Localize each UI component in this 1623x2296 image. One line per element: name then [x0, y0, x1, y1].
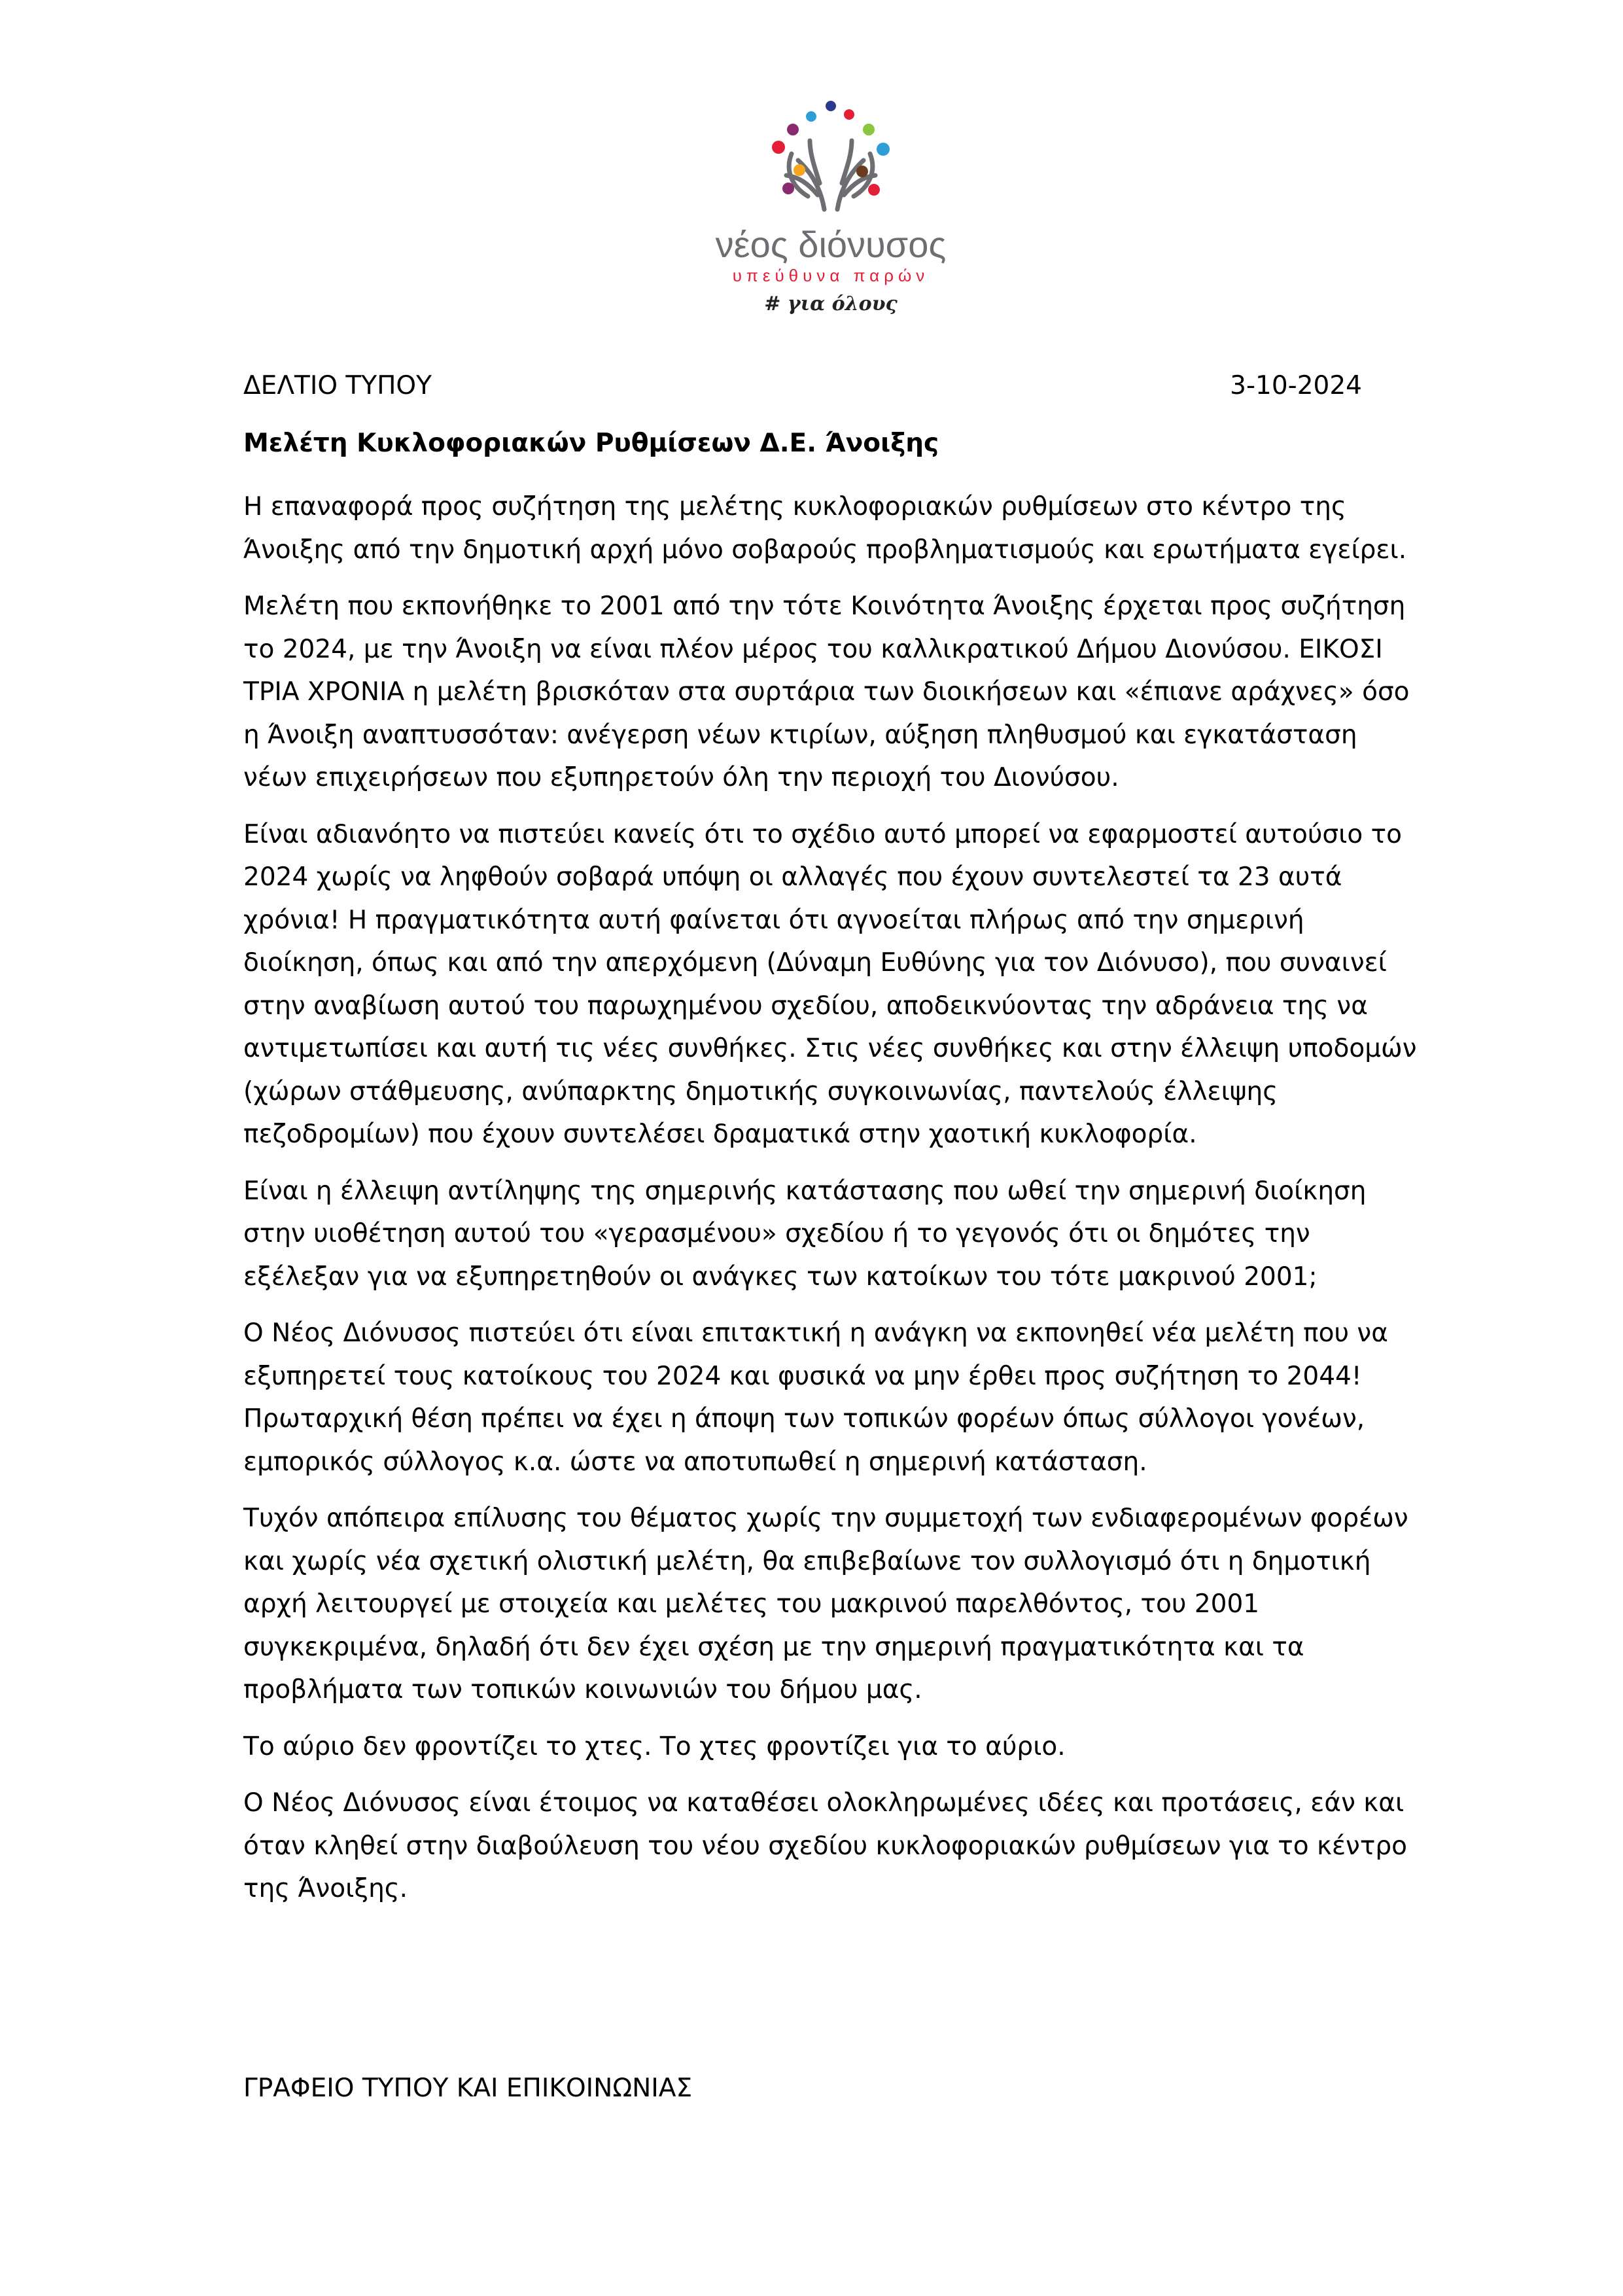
- tree-dots-icon: [772, 101, 890, 196]
- document-body: [243, 486, 1427, 1924]
- paragraph-8: Ο Νέος Διόνυσος είναι έτοιμος να καταθέσει ολοκληρωμένες ιδέες και προτάσεις, εάν και όταν κληθεί στην διαβούλευση του νέου σχεδίου κυκλοφοριακών ρυθμίσεων για το κέντρο της Άνοιξης.: [243, 1788, 1407, 1903]
- document-type: ΔΕΛΤΙΟ ΤΥΠΟΥ: [243, 371, 432, 400]
- paragraph-1: Η επαναφορά προς συζήτηση της μελέτης κυκλοφοριακών ρυθμίσεων στο κέντρο της Άνοιξης από την δημοτική αρχή μόνο σοβαρούς προβληματισμούς και ερωτήματα εγείρει.: [243, 492, 1407, 565]
- logo-name-text: νέος διόνυσος: [715, 224, 947, 265]
- logo-hashtag-text: # για όλους: [764, 292, 898, 315]
- signature-line: ΓΡΑΦΕΙΟ ΤΥΠΟΥ ΚΑΙ ΕΠΙΚΟΙΝΩΝΙΑΣ: [243, 2074, 693, 2103]
- document-header: [243, 366, 1362, 406]
- paragraph-3: Είναι αδιανόητο να πιστεύει κανείς ότι το σχέδιο αυτό μπορεί να εφαρμοστεί αυτούσιο το 2024 χωρίς να ληφθούν σοβαρά υπόψη οι αλλαγές που έχουν συντελεστεί τα 23 αυτά χρόνια! Η πραγματικότητα αυτή φαίνεται ότι αγνοείται πλήρως από την σημερινή διοίκηση, όπως και από την απερχόμενη (Δύναμη Ευθύνης για τον Διόνυσο), που συναινεί στην αναβίωση αυτού του παρωχημένου σχεδίου, αποδεικνύοντας την αδράνεια της να αντιμετωπίσει και αυτή τις νέες συνθήκες. Στις νέες συνθήκες και στην έλλειψη υποδομών (χώρων στάθμευσης, ανύπαρκτης δημοτικής συγκοινωνίας, παντελούς έλλειψης πεζοδρομίων) που έχουν συντελέσει δραματικά στην χαοτική κυκλοφορία.: [243, 819, 1417, 1149]
- paragraph-7: Το αύριο δεν φροντίζει το χτες. Το χτες φροντίζει για το αύριο.: [243, 1731, 1066, 1761]
- logo-tagline-text: υπεύθυνα παρών: [732, 266, 930, 285]
- paragraph-5: Ο Νέος Διόνυσος πιστεύει ότι είναι επιτακτική η ανάγκη να εκπονηθεί νέα μελέτη που να εξυπηρετεί τους κατοίκους του 2024 και φυσικά να μην έρθει προς συζήτηση το 2044! Πρωταρχική θέση πρέπει να έχει η άποψη των τοπικών φορέων όπως σύλλογοι γονέων, εμπορικός σύλλογος κ.α. ώστε να αποτυπωθεί η σημερινή κατάσταση.: [243, 1318, 1388, 1477]
- neos-dionysos-logo: [693, 79, 968, 340]
- document-title: Μελέτη Κυκλοφοριακών Ρυθμίσεων Δ.Ε. Άνοιξης: [243, 429, 939, 458]
- paragraph-6: Τυχόν απόπειρα επίλυσης του θέματος χωρίς την συμμετοχή των ενδιαφερομένων φορέων και χωρίς νέα σχετική ολιστική μελέτη, θα επιβεβαίωνε τον συλλογισμό ότι η δημοτική αρχή λειτουργεί με στοιχεία και μελέτες του μακρινού παρελθόντος, του 2001 συγκεκριμένα, δηλαδή ότι δεν έχει σχέση με την σημερινή πραγματικότητα και τα προβλήματα των τοπικών κοινωνιών του δήμου μας.: [243, 1504, 1408, 1704]
- paragraph-4: Είναι η έλλειψη αντίληψης της σημερινής κατάστασης που ωθεί την σημερινή διοίκηση στην υιοθέτηση αυτού του «γερασμένου» σχεδίου ή το γεγονός ότι οι δημότες την εξέλεξαν για να εξυπηρετηθούν οι ανάγκες των κατοίκων του τότε μακρινού 2001;: [243, 1176, 1367, 1292]
- paragraph-2: Μελέτη που εκπονήθηκε το 2001 από την τότε Κοινότητα Άνοιξης έρχεται προς συζήτηση το 2024, με την Άνοιξη να είναι πλέον μέρος του καλλικρατικού Δήμου Διονύσου. ΕΙΚΟΣΙ ΤΡΙΑ ΧΡΟΝΙΑ η μελέτη βρισκόταν στα συρτάρια των διοικήσεων και «έπιανε αράχνες» όσο η Άνοιξη αναπτυσσόταν: ανέγερση νέων κτιρίων, αύξηση πληθυσμού και εγκατάσταση νέων επιχειρήσεων που εξυπηρετούν όλη την περιοχή του Διονύσου.: [243, 592, 1410, 792]
- document-date: 3-10-2024: [1230, 371, 1362, 400]
